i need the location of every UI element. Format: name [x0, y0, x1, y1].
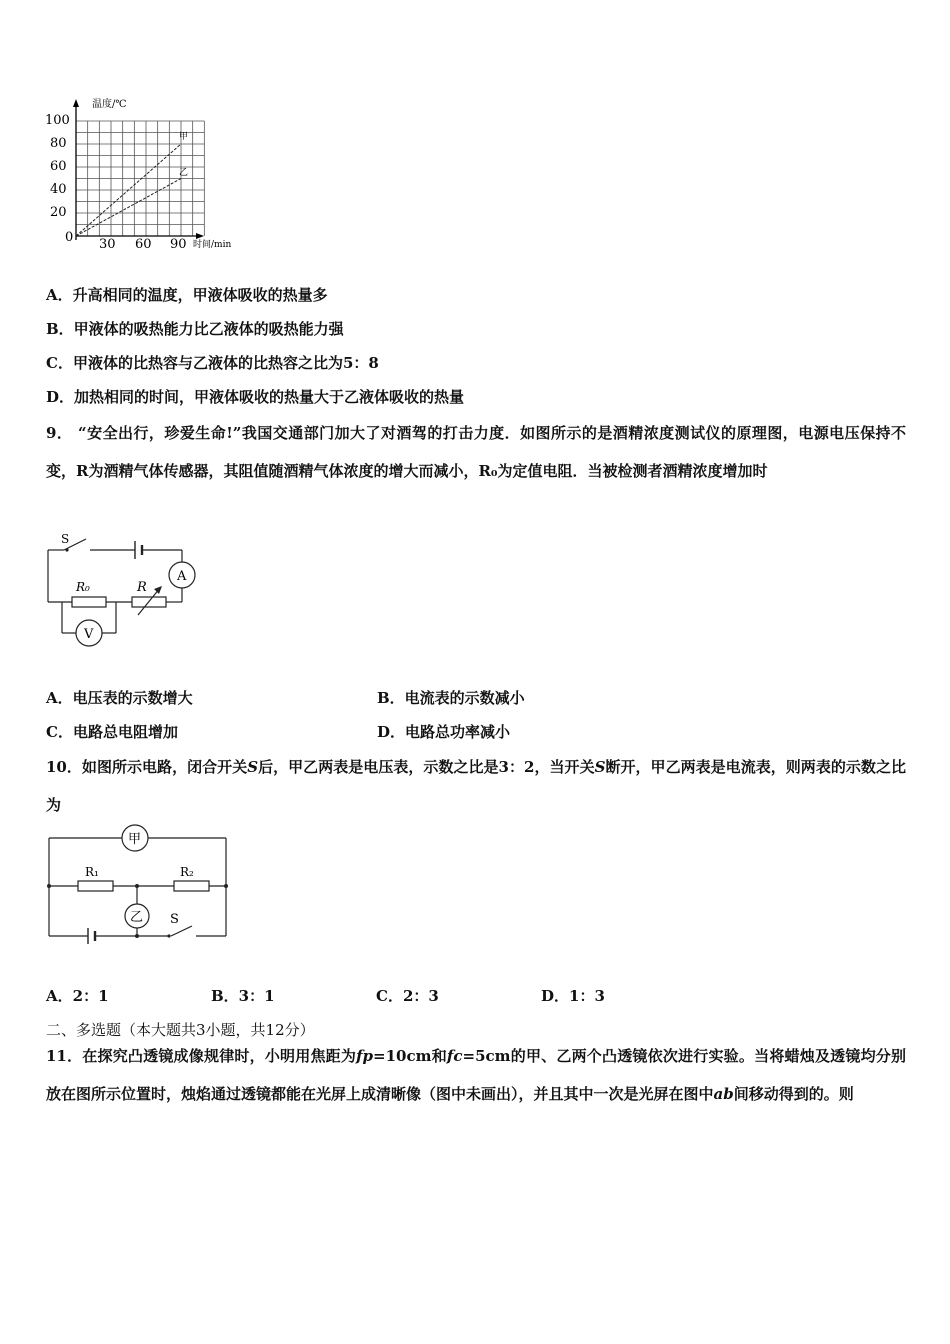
x-axis-label: 时间/min	[193, 240, 232, 250]
q10-option-d: D．1：3	[541, 987, 605, 1005]
q11-text-part-1: 11．在探究凸透镜成像规律时，小明用焦距为	[46, 1047, 357, 1065]
y-axis-arrow	[73, 99, 79, 107]
q9-circuit-diagram	[40, 530, 210, 660]
switch-blade	[171, 926, 192, 936]
q9-option-d: D．电路总功率减小	[377, 723, 511, 741]
q11-text-part-2: =10cm和	[373, 1047, 447, 1065]
origin-label: 0	[65, 230, 74, 245]
x-tick-label: 90	[170, 237, 187, 252]
q9-option-c: C．电路总电阻增加	[46, 723, 178, 741]
r2-label: R₂	[180, 865, 194, 879]
r1-label: R₁	[85, 865, 99, 879]
switch-label: S	[170, 912, 179, 927]
r0-label: R₀	[76, 580, 90, 594]
q10-option-a: A．2：1	[46, 987, 109, 1005]
switch-symbol: S	[247, 758, 259, 776]
q10-text-part-3: 断开，甲乙两表是电流表，则两表的示数之比为	[46, 758, 906, 814]
q10-question-text	[46, 748, 906, 824]
q10-text-part-1: 10．如图所示电路，闭合开关	[46, 758, 248, 776]
q8-option-a: A．升高相同的温度，甲液体吸收的热量多	[46, 286, 328, 304]
meter-yi-label: 乙	[130, 910, 144, 925]
y-tick-label: 80	[50, 136, 67, 151]
y-tick-label: 40	[50, 182, 67, 197]
temperature-time-graph	[40, 95, 250, 260]
section-title: 二、多选题（本大题共3小题，共12分）	[46, 1021, 315, 1039]
q9-option-a: A．电压表的示数增大	[46, 689, 193, 707]
y-tick-label: 20	[50, 205, 67, 220]
q11-text-part-4: 间移动得到的。则	[733, 1085, 854, 1103]
y-tick-label: 100	[45, 113, 70, 128]
ammeter-label: A	[177, 569, 187, 584]
q8-option-c: C．甲液体的比热容与乙液体的比热容之比为5：8	[46, 354, 379, 372]
series-label-jia: 甲	[179, 132, 189, 142]
q10-text-part-2: 后，甲乙两表是电压表，示数之比是3：2，当开关	[258, 758, 595, 776]
series-label-yi: 乙	[179, 168, 189, 178]
focal-length-symbol: fp	[356, 1047, 374, 1065]
x-tick-label: 60	[135, 237, 152, 252]
q8-option-b: B．甲液体的吸热能力比乙液体的吸热能力强	[46, 320, 344, 338]
q11-question-text	[46, 1037, 906, 1113]
q10-circuit-diagram	[40, 822, 240, 952]
x-axis-arrow	[196, 233, 204, 239]
q9-option-b: B．电流表的示数减小	[377, 689, 525, 707]
r-label: R	[137, 580, 147, 595]
voltmeter-label: V	[84, 627, 94, 642]
q10-option-b: B．3：1	[211, 987, 275, 1005]
resistor-r1	[78, 881, 113, 891]
x-tick-label: 30	[99, 237, 116, 252]
q10-option-c: C．2：3	[376, 987, 439, 1005]
series-line-yi	[76, 179, 181, 237]
ab-symbol: ab	[713, 1085, 734, 1103]
q11-text-part-3: =5cm的甲、乙两个凸透镜依次进行实验。当将蜡烛及透镜均分别放在图所示位置时，烛焰通过透镜都能在光屏上成清晰像（图中未画出），并且其中一次是光屏在图中	[46, 1047, 906, 1103]
switch-label: S	[61, 532, 70, 546]
y-axis-label: 温度/℃	[92, 99, 127, 110]
resistor-r0	[72, 597, 106, 607]
switch-symbol: S	[594, 758, 606, 776]
meter-jia-label: 甲	[128, 832, 142, 847]
resistor-r2	[174, 881, 209, 891]
q8-option-d: D．加热相同的时间，甲液体吸收的热量大于乙液体吸收的热量	[46, 388, 465, 406]
q9-question-text: 9． “安全出行，珍爱生命!”我国交通部门加大了对酒驾的打击力度．如图所示的是酒精浓度测试仪的原理图，电源电压保持不变，R为酒精气体传感器，其阻值随酒精气体浓度的增大而减小，R₀为定值电阻．当被检测者酒精浓度增加时	[46, 424, 906, 480]
y-tick-label: 60	[50, 159, 67, 174]
focal-length-symbol: fc	[446, 1047, 463, 1065]
